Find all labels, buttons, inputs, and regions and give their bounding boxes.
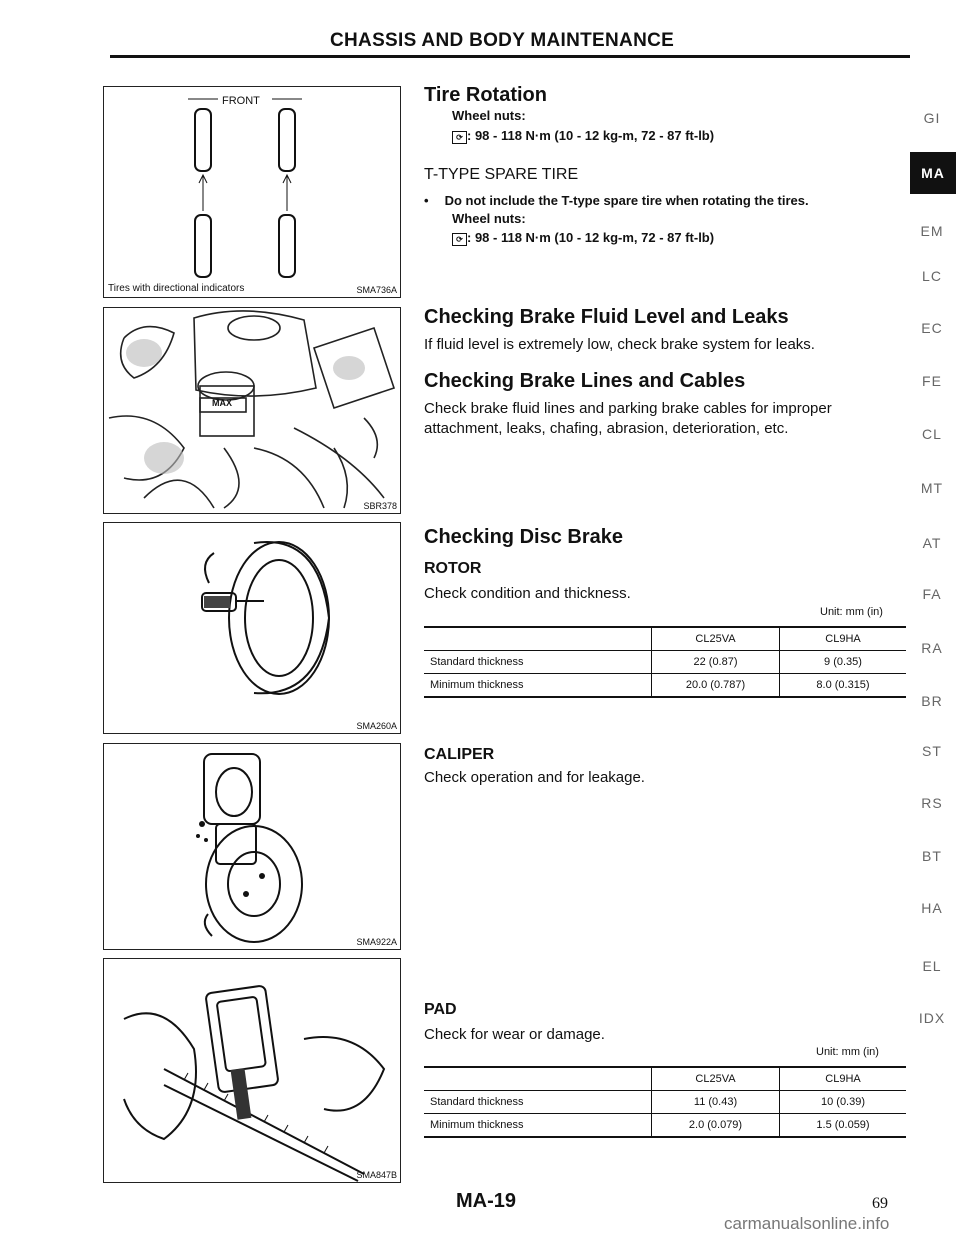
caliper-text: Check operation and for leakage.	[424, 769, 645, 786]
side-tab-idx[interactable]: IDX	[918, 1010, 946, 1026]
figure-code: SMA736A	[356, 285, 397, 295]
page-label: MA-19	[456, 1190, 517, 1212]
table-header-cell: CL9HA	[780, 1067, 907, 1091]
brake-lines-text: Check brake fluid lines and parking brake cables for improper attachment, leaks, chafing, abrasion, deterioration, etc.	[424, 400, 832, 437]
side-tab-ra[interactable]: RA	[921, 640, 943, 656]
spare-torque-spec	[452, 230, 714, 246]
side-tab-cl[interactable]: CL	[922, 426, 942, 442]
table-cell: 8.0 (0.315)	[780, 674, 907, 698]
table-cell	[424, 1067, 652, 1091]
side-tab-lc[interactable]: LC	[922, 268, 942, 284]
figure-caption: Tires with directional indicators	[108, 283, 245, 294]
table-cell: 22 (0.87)	[652, 651, 780, 674]
table-row	[424, 1091, 906, 1114]
pad-spec-table	[424, 1066, 906, 1138]
torque-spec	[452, 128, 714, 144]
rotor-text: Check condition and thickness.	[424, 585, 631, 602]
torque-icon: ⟳	[452, 131, 467, 144]
figure-code: SMA922A	[356, 937, 397, 947]
pad-text: Check for wear or damage.	[424, 1026, 605, 1043]
table-header-row	[424, 627, 906, 651]
table-cell	[424, 627, 652, 651]
rotor-heading: ROTOR	[424, 560, 482, 577]
spare-note-text: Do not include the T-type spare tire when rotating the tires.	[444, 193, 809, 208]
table-cell: Standard thickness	[424, 1091, 652, 1114]
watermark: carmanualsonline.info	[724, 1214, 890, 1233]
header-rule	[110, 55, 910, 58]
brake-reservoir-illustration	[104, 308, 400, 513]
spare-torque-value: : 98 - 118 N·m (10 - 12 kg-m, 72 - 87 ft-lb)	[467, 230, 715, 245]
table-cell: 2.0 (0.079)	[652, 1114, 780, 1138]
side-tab-st[interactable]: ST	[922, 743, 942, 759]
table-header-cell: CL25VA	[652, 627, 780, 651]
page-number: 69	[872, 1195, 888, 1212]
tire-rotation-title: Tire Rotation	[424, 84, 547, 106]
figure-caliper	[103, 743, 401, 950]
side-tab-bt[interactable]: BT	[922, 848, 942, 864]
brake-fluid-title: Checking Brake Fluid Level and Leaks	[424, 306, 789, 328]
table-cell: 9 (0.35)	[780, 651, 907, 674]
side-tab-at[interactable]: AT	[922, 535, 942, 551]
figure-code: SBR378	[363, 501, 397, 511]
spare-note	[424, 193, 809, 208]
tire-rotation-diagram	[104, 87, 400, 297]
pad-unit: Unit: mm (in)	[816, 1046, 879, 1058]
side-tab-ha[interactable]: HA	[921, 900, 943, 916]
figure-brake-fluid	[103, 307, 401, 514]
caliper-heading: CALIPER	[424, 746, 495, 763]
side-tab-gi[interactable]: GI	[923, 110, 941, 126]
side-tab-ma[interactable]: MA	[910, 152, 956, 194]
table-row	[424, 651, 906, 674]
table-header-cell: CL25VA	[652, 1067, 780, 1091]
table-cell: Minimum thickness	[424, 674, 652, 698]
front-label: FRONT	[222, 95, 260, 107]
wheel-nuts-label: Wheel nuts:	[452, 108, 526, 123]
figure-rotor	[103, 522, 401, 734]
spare-tire-heading: T-TYPE SPARE TIRE	[424, 166, 579, 183]
brake-lines-title: Checking Brake Lines and Cables	[424, 370, 746, 392]
torque-icon: ⟳	[452, 233, 467, 246]
disc-brake-title: Checking Disc Brake	[424, 526, 623, 548]
table-row	[424, 674, 906, 698]
table-cell: Standard thickness	[424, 651, 652, 674]
table-cell: Minimum thickness	[424, 1114, 652, 1138]
caliper-illustration	[104, 744, 400, 949]
rotor-micrometer-illustration	[104, 523, 400, 733]
spare-wheel-nuts-label: Wheel nuts:	[452, 211, 526, 226]
figure-code: SMA260A	[356, 721, 397, 731]
table-cell: 20.0 (0.787)	[652, 674, 780, 698]
table-row	[424, 1114, 906, 1138]
figure-code: SMA847B	[356, 1170, 397, 1180]
side-tab-fe[interactable]: FE	[922, 373, 942, 389]
side-tab-rs[interactable]: RS	[921, 795, 943, 811]
figure-tire-rotation	[103, 86, 401, 298]
table-cell: 1.5 (0.059)	[780, 1114, 907, 1138]
side-tab-mt[interactable]: MT	[920, 480, 944, 496]
table-header-row	[424, 1067, 906, 1091]
rotor-unit: Unit: mm (in)	[820, 606, 883, 618]
side-tab-fa[interactable]: FA	[922, 586, 942, 602]
side-tab-ec[interactable]: EC	[921, 320, 943, 336]
side-tab-el[interactable]: EL	[922, 958, 942, 974]
reservoir-label: MAX	[212, 398, 232, 408]
table-cell: 10 (0.39)	[780, 1091, 907, 1114]
rotor-spec-table	[424, 626, 906, 698]
side-tab-br[interactable]: BR	[921, 693, 943, 709]
page-title: CHASSIS AND BODY MAINTENANCE	[330, 30, 675, 51]
bullet-icon: •	[424, 193, 429, 208]
figure-pad	[103, 958, 401, 1183]
table-cell: 11 (0.43)	[652, 1091, 780, 1114]
side-tab-em[interactable]: EM	[920, 223, 944, 239]
table-header-cell: CL9HA	[780, 627, 907, 651]
pad-measure-illustration	[104, 959, 400, 1182]
brake-fluid-text: If fluid level is extremely low, check brake system for leaks.	[424, 336, 815, 353]
torque-value: : 98 - 118 N·m (10 - 12 kg-m, 72 - 87 ft-lb)	[467, 128, 715, 143]
pad-heading: PAD	[424, 1001, 457, 1018]
